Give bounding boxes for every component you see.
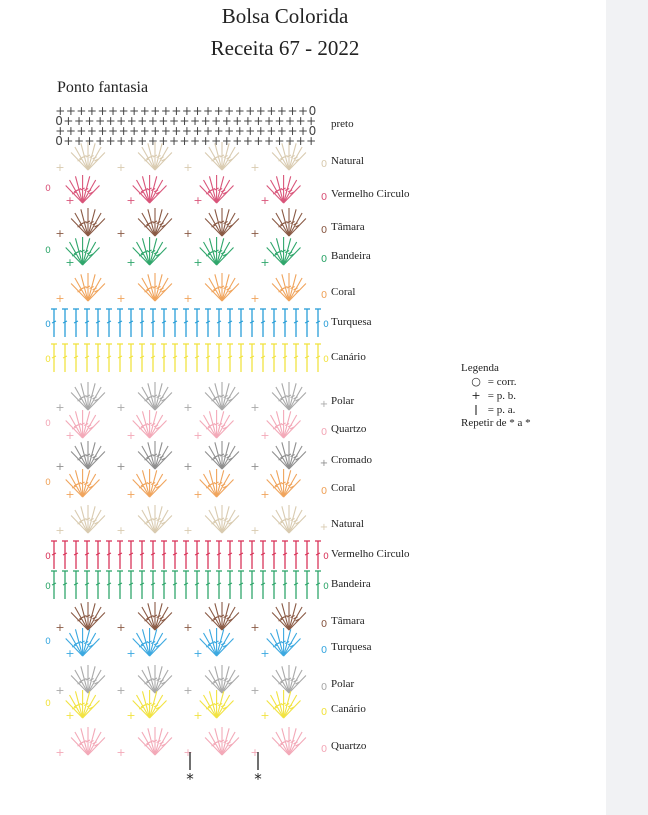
chain-mark: 0 <box>323 582 329 592</box>
fan-stitch-group <box>138 665 172 693</box>
fan-stitch-group <box>133 410 167 438</box>
single-crochet-mark: + <box>250 460 260 473</box>
row-color-label: Coral <box>331 286 356 298</box>
row-end-mark: + <box>319 522 329 533</box>
section-title: Ponto fantasia <box>57 79 149 96</box>
single-crochet-mark: + <box>65 709 75 722</box>
fan-stitch-group <box>200 690 234 718</box>
row-color-label: Vermelho Circulo <box>331 548 410 560</box>
single-crochet-mark: + <box>193 429 203 442</box>
row-color-label: Quartzo <box>331 740 367 752</box>
fan-stitch-group <box>71 208 105 236</box>
single-crochet-mark: + <box>250 161 260 174</box>
single-crochet-mark: + <box>65 488 75 501</box>
fan-stitch-group <box>205 602 239 630</box>
row-end-mark: + <box>319 399 329 410</box>
chain-mark: 0 <box>45 184 51 194</box>
single-crochet-mark: + <box>126 429 136 442</box>
single-crochet-mark: + <box>126 488 136 501</box>
single-crochet-mark: + <box>65 647 75 660</box>
single-crochet-mark: + <box>183 524 193 537</box>
row-color-label: Canário <box>331 351 366 363</box>
single-crochet-mark: + <box>250 524 260 537</box>
single-crochet-mark: + <box>55 161 65 174</box>
fan-stitch-group <box>272 665 306 693</box>
row-end-mark: 0 <box>320 254 328 265</box>
row-end-mark: 0 <box>320 707 328 718</box>
single-crochet-row: 0++++++++++++++++++++++++ <box>55 114 317 128</box>
row-end-mark: 0 <box>320 225 328 236</box>
fan-stitch-group <box>205 665 239 693</box>
legend-title: Legenda <box>461 362 499 374</box>
row-end-mark: 0 <box>320 192 328 203</box>
recipe-number: Receita 67 - 2022 <box>210 36 360 60</box>
single-crochet-mark: + <box>260 194 270 207</box>
single-crochet-mark: + <box>193 256 203 269</box>
fan-stitch-group <box>71 727 105 755</box>
repeat-marker: * <box>186 770 194 788</box>
single-crochet-mark: + <box>116 746 126 759</box>
legend-text: = p. a. <box>487 404 516 416</box>
single-crochet-mark: + <box>126 647 136 660</box>
single-crochet-mark: + <box>183 621 193 634</box>
single-crochet-mark: + <box>55 292 65 305</box>
fan-stitch-group <box>205 441 239 469</box>
fan-stitch-group <box>200 469 234 497</box>
single-crochet-mark: + <box>55 684 65 697</box>
fan-stitch-group <box>200 628 234 656</box>
fan-stitch-group <box>272 727 306 755</box>
fan-stitch-group <box>133 690 167 718</box>
row-end-mark: 0 <box>320 427 328 438</box>
single-crochet-mark: + <box>183 746 193 759</box>
chain-mark: 0 <box>323 552 329 562</box>
single-crochet-mark: + <box>250 621 260 634</box>
fan-stitch-group <box>133 237 167 265</box>
single-crochet-mark: + <box>116 227 126 240</box>
single-crochet-mark: + <box>260 709 270 722</box>
fan-stitch-group <box>267 175 301 203</box>
single-crochet-mark: + <box>126 256 136 269</box>
stitch-post-icon: ǀ <box>474 403 478 416</box>
row-end-mark: 0 <box>320 290 328 301</box>
single-crochet-mark: + <box>126 194 136 207</box>
single-crochet-mark: + <box>116 401 126 414</box>
fan-stitch-group <box>267 469 301 497</box>
single-crochet-mark: + <box>183 227 193 240</box>
single-crochet-mark: + <box>250 746 260 759</box>
row-end-mark: 0 <box>320 744 328 755</box>
single-crochet-mark: + <box>55 524 65 537</box>
fan-stitch-group <box>133 469 167 497</box>
row-color-label: Tâmara <box>331 221 365 233</box>
chain-mark: 0 <box>45 478 51 488</box>
single-crochet-mark: + <box>260 488 270 501</box>
chain-mark: 0 <box>45 320 51 330</box>
single-crochet-row: 0++++++++++++++++++++++++ <box>55 134 317 148</box>
fan-stitch-group <box>138 727 172 755</box>
repeat-marker: * <box>254 770 262 788</box>
chain-mark: 0 <box>45 246 51 256</box>
row-color-label: Tâmara <box>331 615 365 627</box>
legend-text: = p. b. <box>487 390 516 402</box>
single-crochet-mark: + <box>116 621 126 634</box>
fan-stitch-group <box>200 410 234 438</box>
fan-stitch-group <box>71 665 105 693</box>
fan-stitch-group <box>71 441 105 469</box>
chain-mark: 0 <box>45 419 51 429</box>
row-color-label: Turquesa <box>331 316 372 328</box>
fan-stitch-group <box>138 208 172 236</box>
legend <box>461 362 531 430</box>
single-crochet-mark: + <box>55 401 65 414</box>
page-title: Bolsa Colorida <box>221 4 349 28</box>
single-crochet-mark: + <box>116 524 126 537</box>
fan-stitch-group <box>272 505 306 533</box>
row-color-label: Bandeira <box>331 250 371 262</box>
row-color-label: Polar <box>331 395 355 407</box>
single-crochet-mark: + <box>55 621 65 634</box>
fan-stitch-group <box>138 505 172 533</box>
single-crochet-mark: + <box>183 401 193 414</box>
row-color-label: Natural <box>331 518 364 530</box>
single-crochet-mark: + <box>65 194 75 207</box>
fan-stitch-group <box>272 441 306 469</box>
chain-mark: 0 <box>45 637 51 647</box>
legend-repeat: Repetir de * a * <box>461 417 531 429</box>
single-crochet-mark: + <box>250 292 260 305</box>
single-crochet-mark: + <box>260 429 270 442</box>
row-color-label: Quartzo <box>331 423 367 435</box>
fan-stitch-group <box>267 237 301 265</box>
fan-stitch-group <box>200 237 234 265</box>
single-crochet-mark: + <box>116 161 126 174</box>
chain-mark: 0 <box>45 699 51 709</box>
legend-item-chain <box>467 375 531 389</box>
row-end-mark: + <box>319 458 329 469</box>
fan-stitch-group <box>71 602 105 630</box>
fan-stitch-group <box>272 382 306 410</box>
single-crochet-mark: + <box>116 292 126 305</box>
row-color-label: Turquesa <box>331 641 372 653</box>
row-color-label: preto <box>331 118 354 130</box>
single-crochet-mark: + <box>260 647 270 660</box>
row-color-label: Natural <box>331 155 364 167</box>
fan-stitch-group <box>71 505 105 533</box>
single-crochet-mark: + <box>193 709 203 722</box>
single-crochet-mark: + <box>193 647 203 660</box>
single-crochet-mark: + <box>116 684 126 697</box>
single-crochet-mark: + <box>55 460 65 473</box>
row-color-label: Polar <box>331 678 355 690</box>
row-color-label: Canário <box>331 703 366 715</box>
chain-mark: 0 <box>45 582 51 592</box>
row-color-label: Coral <box>331 482 356 494</box>
single-crochet-mark: + <box>250 227 260 240</box>
fan-stitch-group <box>133 175 167 203</box>
fan-stitch-group <box>138 602 172 630</box>
single-crochet-mark: + <box>193 194 203 207</box>
fan-stitch-group <box>205 208 239 236</box>
single-crochet-mark: + <box>183 292 193 305</box>
fan-stitch-group <box>133 628 167 656</box>
single-crochet-mark: + <box>193 488 203 501</box>
single-crochet-mark: + <box>116 460 126 473</box>
single-crochet-mark: + <box>65 429 75 442</box>
fan-stitch-group <box>267 628 301 656</box>
row-end-mark: 0 <box>320 159 328 170</box>
fan-stitch-group <box>205 382 239 410</box>
single-crochet-mark: + <box>55 746 65 759</box>
chain-icon: ○ <box>471 375 481 388</box>
legend-text: = corr. <box>487 376 517 388</box>
row-color-label: Cromado <box>331 454 372 466</box>
single-crochet-row: ++++++++++++++++++++++++0 <box>55 104 317 118</box>
chain-mark: 0 <box>323 355 329 365</box>
fan-stitch-group <box>205 273 239 301</box>
fan-stitch-group <box>205 505 239 533</box>
single-crochet-mark: + <box>126 709 136 722</box>
chain-mark: 0 <box>45 552 51 562</box>
row-end-mark: 0 <box>320 682 328 693</box>
chain-mark: 0 <box>323 320 329 330</box>
legend-item-double-crochet <box>467 403 531 417</box>
fan-stitch-group <box>267 410 301 438</box>
single-crochet-mark: + <box>183 684 193 697</box>
single-crochet-row: ++++++++++++++++++++++++0 <box>55 124 317 138</box>
fan-stitch-group <box>71 382 105 410</box>
single-crochet-mark: + <box>55 227 65 240</box>
fan-stitch-group <box>138 382 172 410</box>
row-color-label: Vermelho Circulo <box>331 188 410 200</box>
single-crochet-mark: + <box>260 256 270 269</box>
fan-stitch-group <box>138 441 172 469</box>
plus-icon: + <box>471 389 481 402</box>
fan-stitch-group <box>272 208 306 236</box>
chain-mark: 0 <box>45 355 51 365</box>
row-end-mark: 0 <box>320 486 328 497</box>
legend-item-single-crochet <box>467 389 531 403</box>
row-end-mark: 0 <box>320 645 328 656</box>
single-crochet-mark: + <box>65 256 75 269</box>
fan-stitch-group <box>272 602 306 630</box>
single-crochet-mark: + <box>183 161 193 174</box>
fan-stitch-group <box>205 727 239 755</box>
fan-stitch-group <box>138 273 172 301</box>
single-crochet-mark: + <box>250 401 260 414</box>
fan-stitch-group <box>200 175 234 203</box>
row-end-mark: 0 <box>320 619 328 630</box>
single-crochet-mark: + <box>183 460 193 473</box>
fan-stitch-group <box>272 273 306 301</box>
row-color-label: Bandeira <box>331 578 371 590</box>
fan-stitch-group <box>71 273 105 301</box>
single-crochet-mark: + <box>250 684 260 697</box>
fan-stitch-group <box>267 690 301 718</box>
